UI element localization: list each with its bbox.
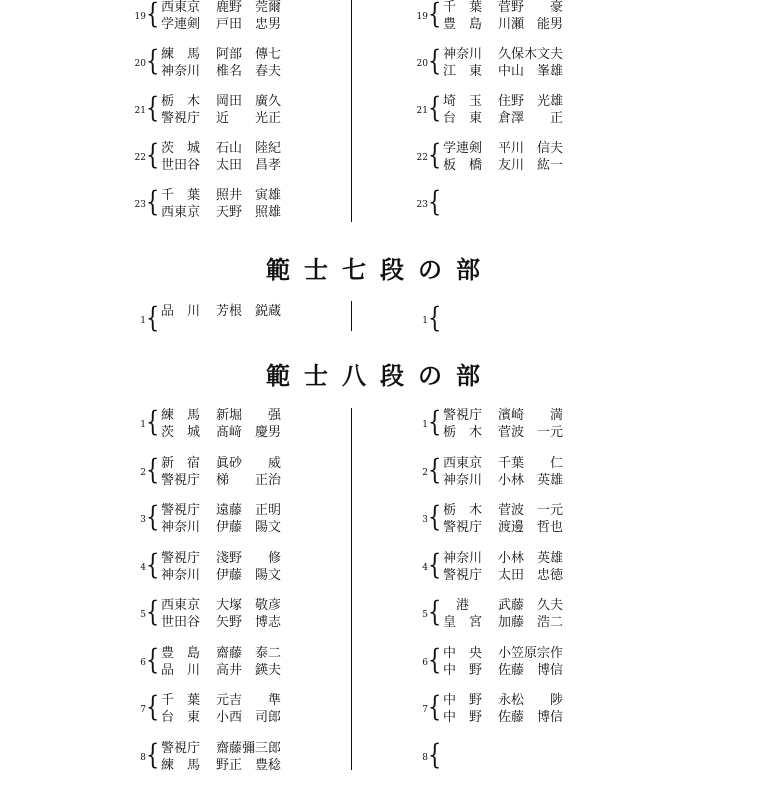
match-number: 20 xyxy=(416,59,428,69)
match-number: 5 xyxy=(422,610,428,620)
competitor-name: 高井 鍈夫 xyxy=(216,662,282,678)
bracket-brace: { xyxy=(146,547,160,581)
bracket-match xyxy=(414,135,714,181)
competitor-prefecture: 練 馬 xyxy=(161,47,201,62)
competitor-prefecture: 台 東 xyxy=(443,111,483,126)
competitor-prefecture: 品 川 xyxy=(161,662,201,678)
match-number: 4 xyxy=(422,562,428,573)
competitor-entry xyxy=(443,645,703,662)
bracket-brace: { xyxy=(428,690,442,723)
match-number: 21 xyxy=(134,106,146,116)
competitor-name: 齋藤彌三郎 xyxy=(216,740,282,756)
competitor-entry xyxy=(161,502,421,519)
match-number: 1 xyxy=(140,316,146,326)
match-number: 4 xyxy=(140,562,146,573)
competitor-name: 野正 豊稔 xyxy=(216,757,282,773)
bracket-brace: { xyxy=(428,452,442,486)
competitor-entry xyxy=(161,757,421,774)
bracket-match xyxy=(132,88,432,134)
match-number: 6 xyxy=(140,657,146,668)
bracket-brace: { xyxy=(428,185,442,218)
competitor-prefecture: 茨 城 xyxy=(161,141,201,156)
competitor-prefecture: 港 xyxy=(443,598,470,613)
bracket-match xyxy=(132,450,432,496)
competitor-prefecture: 神奈川 xyxy=(443,472,483,488)
bracket-brace: { xyxy=(428,547,442,581)
competitor-prefecture: 西東京 xyxy=(443,455,483,471)
competitor-entry xyxy=(443,502,703,519)
bracket-brace: { xyxy=(146,452,160,486)
competitor-prefecture: 神奈川 xyxy=(161,567,201,583)
match-number: 1 xyxy=(140,420,146,430)
bracket-brace: { xyxy=(146,595,160,628)
competitor-name: 佐藤 博信 xyxy=(498,710,564,725)
competitor-name: 永松 陟 xyxy=(498,693,564,708)
competitor-name: 岡田 廣久 xyxy=(216,94,282,109)
match-number: 23 xyxy=(416,200,428,210)
competitor-prefecture: 警視庁 xyxy=(161,503,201,518)
match-number: 2 xyxy=(422,467,428,478)
competitor-prefecture: 中 央 xyxy=(443,645,483,661)
competitor-prefecture: 新 宿 xyxy=(161,455,201,471)
competitor-name: 椎名 春夫 xyxy=(216,64,282,79)
competitor-entry xyxy=(161,0,421,16)
bracket-brace: { xyxy=(146,44,160,77)
competitor-name: 千葉 仁 xyxy=(498,455,564,471)
competitor-name: 川瀬 能男 xyxy=(498,17,564,32)
competitor-entry xyxy=(443,16,703,33)
competitor-entry xyxy=(443,597,703,614)
bracket-brace: { xyxy=(146,0,160,30)
competitor-entry xyxy=(161,93,421,110)
competitor-entry xyxy=(161,740,421,757)
competitor-entry xyxy=(161,140,421,157)
competitor-prefecture: 神奈川 xyxy=(443,550,483,566)
competitor-prefecture: 警視庁 xyxy=(161,472,201,488)
competitor-entry xyxy=(161,645,421,662)
competitor-name: 小西 司郎 xyxy=(216,710,282,725)
section-title-8dan: 範士八段の部 xyxy=(266,362,494,390)
competitor-prefecture: 栃 木 xyxy=(443,503,483,518)
bracket-brace: { xyxy=(146,737,160,771)
competitor-entry xyxy=(161,407,421,424)
section-title-7dan: 範士七段の部 xyxy=(266,256,494,284)
competitor-prefecture: 警視庁 xyxy=(443,520,483,535)
competitor-prefecture: 世田谷 xyxy=(161,158,201,173)
competitor-entry xyxy=(161,550,421,567)
match-number: 6 xyxy=(422,657,428,668)
bracket-brace: { xyxy=(146,405,160,438)
competitor-name: 小笠原宗作 xyxy=(498,645,564,661)
competitor-entry xyxy=(443,424,703,441)
bracket-brace: { xyxy=(428,301,442,334)
competitor-prefecture: 中 野 xyxy=(443,662,483,678)
competitor-name: 近 光正 xyxy=(216,111,282,126)
competitor-entry xyxy=(161,187,421,204)
bracket-brace: { xyxy=(428,595,442,628)
competitor-name: 菅野 豪 xyxy=(498,0,564,15)
competitor-entry xyxy=(161,424,421,441)
bracket-match xyxy=(414,687,714,733)
competitor-entry xyxy=(443,662,703,679)
match-number: 5 xyxy=(140,610,146,620)
competitor-name: 住野 光雄 xyxy=(498,94,564,109)
competitor-entry xyxy=(443,110,703,127)
competitor-name: 太田 昌孝 xyxy=(216,158,282,173)
column-divider xyxy=(351,408,352,770)
competitor-prefecture: 皇 宮 xyxy=(443,615,483,630)
column-divider xyxy=(351,301,352,331)
competitor-prefecture: 台 東 xyxy=(161,710,201,725)
match-number: 23 xyxy=(134,200,146,210)
competitor-prefecture: 神奈川 xyxy=(161,64,201,79)
competitor-entry xyxy=(443,519,703,536)
competitor-entry xyxy=(443,709,703,726)
competitor-entry xyxy=(443,63,703,80)
bracket-brace: { xyxy=(428,0,442,30)
competitor-entry xyxy=(443,614,703,631)
competitor-name: 遠藤 正明 xyxy=(216,503,282,518)
bracket-match xyxy=(132,182,432,228)
bracket-match xyxy=(414,402,714,448)
match-number: 3 xyxy=(422,515,428,525)
competitor-name: 齋藤 泰二 xyxy=(216,645,282,661)
competitor-prefecture: 埼 玉 xyxy=(443,94,483,109)
competitor-name: 太田 忠徳 xyxy=(498,567,564,583)
competitor-name: 佐藤 博信 xyxy=(498,662,564,678)
competitor-name: 伊藤 陽文 xyxy=(216,567,282,583)
competitor-prefecture: 練 馬 xyxy=(161,408,201,423)
bracket-match xyxy=(132,687,432,733)
competitor-name: 加藤 浩二 xyxy=(498,615,564,630)
bracket-match xyxy=(132,402,432,448)
competitor-name: 小林 英雄 xyxy=(498,472,564,488)
bracket-brace: { xyxy=(428,138,442,171)
competitor-entry xyxy=(443,472,703,489)
bracket-brace: { xyxy=(146,185,160,218)
competitor-name: 天野 照雄 xyxy=(216,205,282,220)
competitor-prefecture: 千 葉 xyxy=(161,188,201,203)
bracket-brace: { xyxy=(146,138,160,171)
competitor-name: 新堀 强 xyxy=(216,408,282,423)
competitor-name: 平川 信夫 xyxy=(498,141,564,156)
competitor-name: 梯 正治 xyxy=(216,472,282,488)
bracket-match xyxy=(414,0,714,40)
match-number: 22 xyxy=(134,153,146,163)
bracket-brace: { xyxy=(146,642,160,676)
competitor-entry xyxy=(443,550,703,567)
competitor-prefecture: 栃 木 xyxy=(443,425,483,440)
bracket-match xyxy=(132,0,432,40)
competitor-entry xyxy=(161,157,421,174)
competitor-entry xyxy=(161,614,421,631)
match-number: 7 xyxy=(140,705,146,715)
competitor-name: 元吉 準 xyxy=(216,693,282,708)
competitor-prefecture: 練 馬 xyxy=(161,757,201,773)
competitor-name: 戸田 忠男 xyxy=(216,17,282,32)
competitor-entry xyxy=(161,455,421,472)
competitor-name: 小林 英雄 xyxy=(498,550,564,566)
competitor-prefecture: 江 東 xyxy=(443,64,483,79)
competitor-entry xyxy=(161,46,421,63)
competitor-entry xyxy=(161,567,421,584)
competitor-entry xyxy=(161,597,421,614)
competitor-entry xyxy=(443,140,703,157)
competitor-entry xyxy=(443,93,703,110)
competitor-name: 渡邊 哲也 xyxy=(498,520,564,535)
competitor-name: 菅波 一元 xyxy=(498,503,564,518)
bracket-match xyxy=(132,640,432,686)
competitor-prefecture: 豊 島 xyxy=(443,17,483,32)
bracket-brace: { xyxy=(428,500,442,533)
bracket-match xyxy=(132,41,432,87)
competitor-entry xyxy=(161,519,421,536)
match-number: 1 xyxy=(422,316,428,326)
bracket-brace: { xyxy=(146,301,160,334)
competitor-prefecture: 千 葉 xyxy=(161,693,201,708)
column-divider xyxy=(351,0,352,222)
bracket-match xyxy=(414,450,714,496)
competitor-prefecture: 千 葉 xyxy=(443,0,483,15)
match-number: 20 xyxy=(134,59,146,69)
competitor-entry xyxy=(161,303,421,320)
competitor-prefecture: 警視庁 xyxy=(443,567,483,583)
competitor-entry xyxy=(161,472,421,489)
competitor-name: 菅波 一元 xyxy=(498,425,564,440)
bracket-match xyxy=(414,497,714,543)
competitor-prefecture: 品 川 xyxy=(161,304,201,319)
competitor-prefecture: 神奈川 xyxy=(161,520,201,535)
competitor-prefecture: 西東京 xyxy=(161,205,201,220)
bracket-match xyxy=(414,41,714,87)
match-number: 19 xyxy=(134,12,146,22)
competitor-prefecture: 西東京 xyxy=(161,0,201,15)
match-number: 8 xyxy=(140,752,146,763)
competitor-entry xyxy=(161,204,421,221)
bracket-match xyxy=(132,592,432,638)
competitor-entry xyxy=(161,709,421,726)
competitor-entry xyxy=(161,63,421,80)
competitor-name: 淺野 修 xyxy=(216,550,282,566)
competitor-entry xyxy=(443,692,703,709)
competitor-prefecture: 世田谷 xyxy=(161,615,201,630)
competitor-name: 阿部 傳七 xyxy=(216,47,282,62)
bracket-match xyxy=(132,497,432,543)
bracket-brace: { xyxy=(428,405,442,438)
competitor-entry xyxy=(443,567,703,584)
bracket-match xyxy=(414,592,714,638)
competitor-name: 照井 寅雄 xyxy=(216,188,282,203)
competitor-prefecture: 警視庁 xyxy=(161,111,201,126)
competitor-name: 石山 陸紀 xyxy=(216,141,282,156)
competitor-name: 髙﨑 慶男 xyxy=(216,425,282,440)
competitor-name: 友川 紘一 xyxy=(498,158,564,173)
competitor-entry xyxy=(443,157,703,174)
bracket-brace: { xyxy=(428,642,442,676)
bracket-match xyxy=(414,298,714,344)
bracket-brace: { xyxy=(428,91,442,124)
competitor-prefecture: 警視庁 xyxy=(161,550,201,566)
competitor-entry xyxy=(443,455,703,472)
competitor-prefecture: 学連剣 xyxy=(161,17,201,32)
match-number: 19 xyxy=(416,12,428,22)
competitor-entry xyxy=(161,110,421,127)
bracket-brace: { xyxy=(146,91,160,124)
competitor-name: 濱崎 満 xyxy=(498,408,564,423)
bracket-match xyxy=(132,135,432,181)
bracket-brace: { xyxy=(146,500,160,533)
competitor-name: 倉澤 正 xyxy=(498,111,564,126)
bracket-brace: { xyxy=(146,690,160,723)
competitor-entry xyxy=(443,0,703,16)
bracket-match xyxy=(132,298,432,344)
competitor-prefecture: 中 野 xyxy=(443,693,483,708)
match-number: 1 xyxy=(422,420,428,430)
competitor-entry xyxy=(161,662,421,679)
bracket-match xyxy=(132,545,432,591)
competitor-name: 中山 峯雄 xyxy=(498,64,564,79)
competitor-name: 伊藤 陽文 xyxy=(216,520,282,535)
bracket-match xyxy=(414,545,714,591)
competitor-entry xyxy=(161,692,421,709)
bracket-match xyxy=(414,640,714,686)
competitor-prefecture: 学連剣 xyxy=(443,141,483,156)
competitor-name: 久保木文夫 xyxy=(498,47,564,62)
competitor-name: 武藤 久夫 xyxy=(498,598,564,613)
competitor-prefecture: 警視庁 xyxy=(443,408,483,423)
bracket-match xyxy=(414,182,714,228)
bracket-match xyxy=(414,88,714,134)
match-number: 21 xyxy=(416,106,428,116)
bracket-match xyxy=(132,735,432,781)
competitor-prefecture: 神奈川 xyxy=(443,47,483,62)
competitor-prefecture: 板 橋 xyxy=(443,158,483,173)
competitor-prefecture: 栃 木 xyxy=(161,94,201,109)
bracket-brace: { xyxy=(428,44,442,77)
competitor-prefecture: 西東京 xyxy=(161,598,201,613)
match-number: 2 xyxy=(140,467,146,478)
bracket-match xyxy=(414,735,714,781)
competitor-name: 芳根 鋭蔵 xyxy=(216,304,282,319)
competitor-prefecture: 茨 城 xyxy=(161,425,201,440)
match-number: 22 xyxy=(416,153,428,163)
competitor-name: 眞砂 威 xyxy=(216,455,282,471)
competitor-name: 矢野 博志 xyxy=(216,615,282,630)
match-number: 3 xyxy=(140,515,146,525)
competitor-prefecture: 中 野 xyxy=(443,710,483,725)
match-number: 7 xyxy=(422,705,428,715)
match-number: 8 xyxy=(422,752,428,763)
competitor-prefecture: 警視庁 xyxy=(161,740,201,756)
competitor-entry xyxy=(161,16,421,33)
competitor-entry xyxy=(443,46,703,63)
competitor-name: 鹿野 莞爾 xyxy=(216,0,282,15)
competitor-name: 大塚 敬彦 xyxy=(216,598,282,613)
competitor-entry xyxy=(443,407,703,424)
bracket-brace: { xyxy=(428,737,442,771)
competitor-prefecture: 豊 島 xyxy=(161,645,201,661)
